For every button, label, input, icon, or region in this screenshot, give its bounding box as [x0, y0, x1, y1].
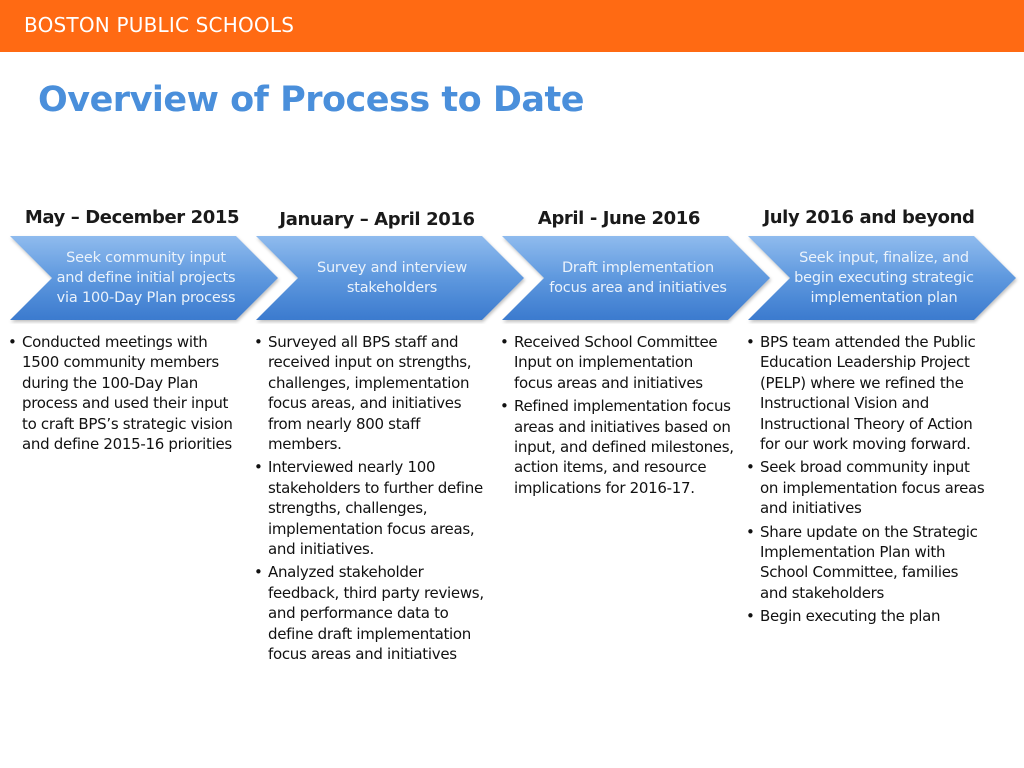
list-item: • Begin executing the plan [746, 606, 986, 626]
header-banner [0, 0, 1024, 52]
list-item: • Interviewed nearly 100 stakeholders to further define strengths, challenges, implementation focus areas, and initiatives. [254, 457, 489, 559]
phase-details-4 [746, 332, 986, 630]
phase-heading-4: July 2016 and beyond [763, 207, 975, 228]
phase-details-1 [8, 332, 243, 457]
list-item: • Seek broad community input on implementation focus areas and initiatives [746, 457, 986, 518]
chevron-label-2: Survey and interview stakeholders [316, 260, 468, 296]
page-title: Overview of Process to Date [38, 80, 584, 120]
list-item: • Received School Committee Input on implementation focus areas and initiatives [500, 332, 735, 393]
list-item: • Surveyed all BPS staff and received input on strengths, challenges, implementation focus areas, and initiatives from nearly 800 staff members. [254, 332, 489, 454]
list-item: • Share update on the Strategic Implementation Plan with School Committee, families and stakeholders [746, 522, 986, 604]
phase-heading-3: April - June 2016 [537, 208, 701, 229]
chevron-label-4: Seek input, finalize, and begin executing strategic implementation plan [794, 250, 974, 306]
phase-heading-2: January – April 2016 [279, 209, 475, 230]
chevron-label-1: Seek community input and define initial projects via 100-Day Plan process [56, 250, 236, 306]
phase-details-2 [254, 332, 489, 668]
phase-heading-1: May – December 2015 [24, 207, 240, 228]
chevron-label-3: Draft implementation focus area and initiatives [549, 260, 727, 296]
list-item: • Conducted meetings with 1500 community members during the 100-Day Plan process and used their input to craft BPS’s strategic vision and define 2015-16 priorities [8, 332, 243, 454]
org-name: BOSTON PUBLIC SCHOOLS [24, 13, 295, 37]
list-item: • BPS team attended the Public Education Leadership Project (PELP) where we refined the Instructional Vision and Instructional Theory of Action for our work moving forward. [746, 332, 986, 454]
phase-details-3 [500, 332, 735, 501]
list-item: • Refined implementation focus areas and initiatives based on input, and defined milestones, action items, and resource implications for 2016-17. [500, 396, 735, 498]
list-item: • Analyzed stakeholder feedback, third party reviews, and performance data to define draft implementation focus areas and initiatives [254, 562, 489, 664]
